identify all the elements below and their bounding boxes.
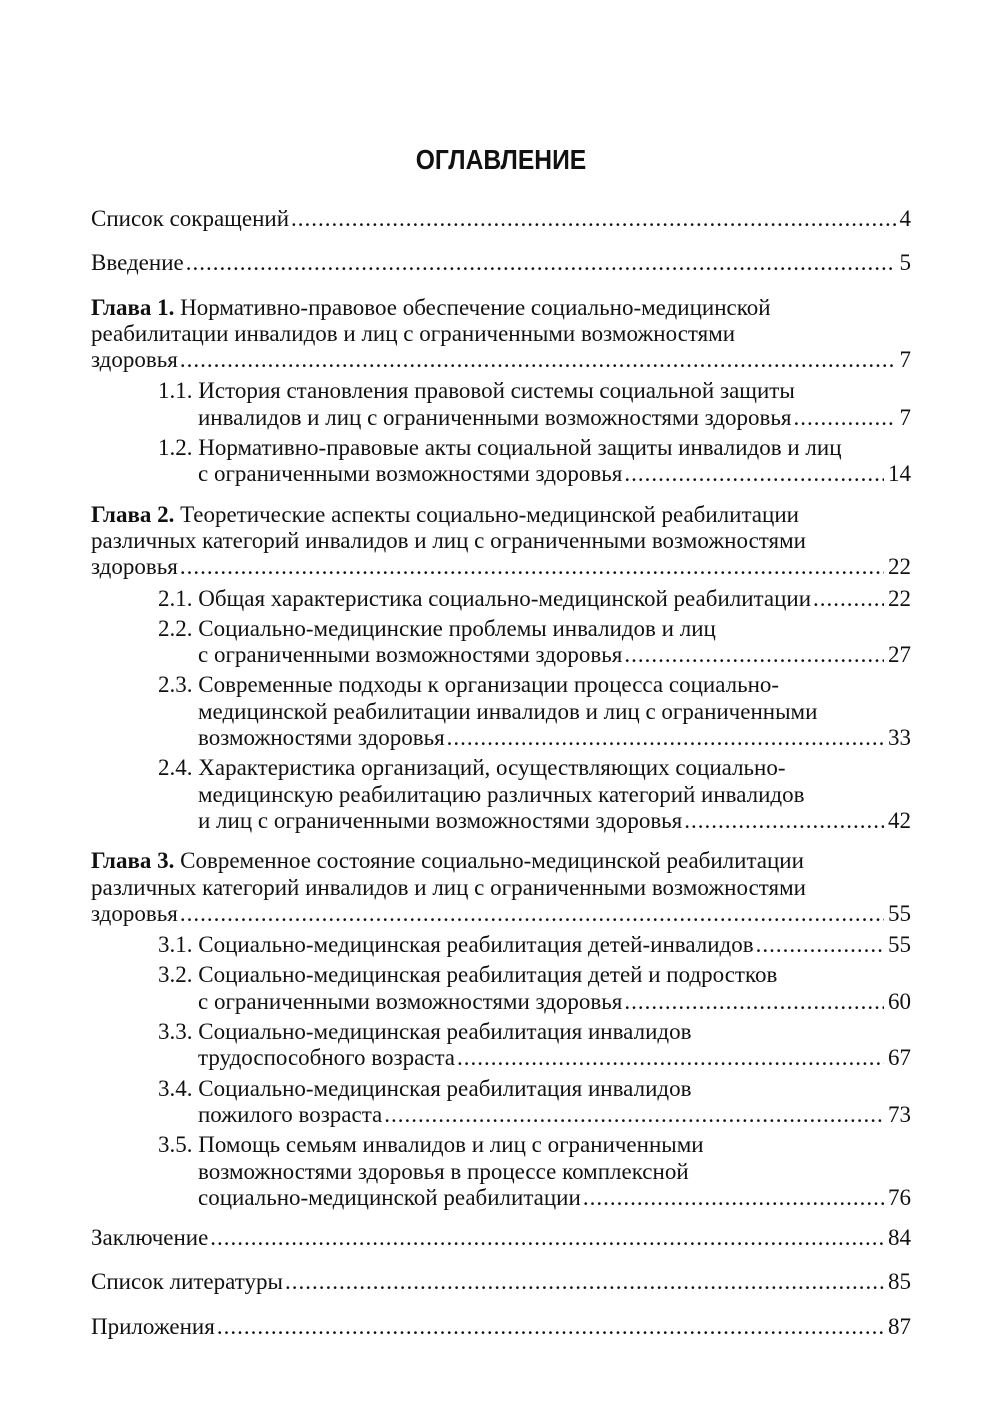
dot-leader (684, 808, 884, 834)
dot-leader (384, 1102, 884, 1128)
toc-entry-chapter-1[interactable] (91, 295, 911, 374)
section-title-line: Социально-медицинская реабилитация инвалидов (198, 1075, 692, 1101)
chapter-title-line: различных категорий инвалидов и лиц с ограниченными возможностями (91, 527, 806, 553)
section-number: 3.2. (158, 962, 193, 988)
page-number: 33 (888, 725, 911, 751)
chapter-label: Глава 3. (91, 848, 175, 874)
chapter-title-line: Теоретические аспекты социально-медицинской реабилитации (180, 501, 799, 527)
chapter-title-line: здоровья (91, 900, 178, 926)
page-number: 7 (899, 347, 911, 373)
toc-entry-chapter-2[interactable] (91, 502, 911, 581)
dot-leader (813, 586, 884, 612)
toc-entry-text: Заключение (91, 1225, 209, 1251)
page-number: 5 (899, 250, 911, 276)
section-number: 3.3. (158, 1019, 193, 1045)
page-number: 85 (888, 1269, 911, 1295)
dot-leader (457, 1045, 884, 1071)
page-number: 55 (888, 900, 911, 926)
dot-leader (624, 642, 884, 668)
section-number: 3.1. (158, 932, 193, 958)
section-title-line: и лиц с ограниченными возможностями здоровья (198, 807, 683, 833)
chapter-label: Глава 2. (91, 501, 175, 527)
section-title-line: Характеристика организаций, осуществляющих социально- (198, 755, 786, 781)
page-number: 87 (888, 1313, 911, 1339)
section-title-line: История становления правовой системы социальной защиты (198, 378, 795, 404)
page-number: 76 (888, 1184, 911, 1210)
toc-entry-section-2-4[interactable] (91, 755, 911, 834)
toc-entry-section-1-1[interactable] (91, 378, 911, 431)
toc-entry-section-3-1[interactable] (91, 932, 911, 958)
page-number: 84 (888, 1225, 911, 1251)
section-title-line: Социально-медицинская реабилитация детей и подростков (198, 962, 778, 988)
page-number: 73 (888, 1101, 911, 1127)
section-title-line: медицинской реабилитации инвалидов и лиц с ограниченными (198, 698, 818, 724)
dot-leader (583, 1185, 884, 1211)
page-number: 42 (888, 807, 911, 833)
section-number: 3.5. (158, 1132, 193, 1158)
dot-leader (756, 932, 884, 958)
page-number: 14 (888, 461, 911, 487)
toc-page (91, 140, 911, 1358)
toc-entry-conclusion[interactable] (91, 1225, 911, 1251)
chapter-title-line: Нормативно-правовое обеспечение социально-медицинской (180, 294, 771, 320)
toc-entry-text: Введение (91, 250, 184, 276)
section-title-line: Общая характеристика социально-медицинской реабилитации (198, 585, 812, 611)
section-title-line: Современные подходы к организации процесса социально- (198, 672, 780, 698)
toc-entry-abbreviations[interactable] (91, 206, 911, 232)
section-number: 2.4. (158, 755, 193, 781)
dot-leader (291, 206, 895, 232)
chapter-title-line: здоровья (91, 554, 178, 580)
page-number: 22 (888, 585, 911, 611)
section-title-line: возможностями здоровья в процессе комплексной (198, 1158, 689, 1184)
section-number: 3.4. (158, 1075, 193, 1101)
dot-leader (624, 461, 884, 487)
dot-leader (447, 725, 884, 751)
chapter-title-line: Современное состояние социально-медицинской реабилитации (180, 848, 804, 874)
chapter-title-line: реабилитации инвалидов и лиц с ограниченными возможностями (91, 320, 736, 346)
section-title-line: Помощь семьям инвалидов и лиц с ограниченными (198, 1132, 704, 1158)
dot-leader (793, 405, 895, 431)
page-title: ОГЛАВЛЕНИЕ (415, 144, 587, 175)
chapter-title-line: различных категорий инвалидов и лиц с ограниченными возможностями (91, 874, 806, 900)
section-number: 2.3. (158, 672, 193, 698)
section-title-line: социально-медицинской реабилитации (198, 1184, 581, 1210)
section-title-line: Социально-медицинская реабилитация детей-инвалидов (198, 932, 754, 958)
section-title-line: возможностями здоровья (198, 725, 445, 751)
section-title-line: Социально-медицинская реабилитация инвалидов (198, 1019, 692, 1045)
page-number: 60 (888, 988, 911, 1014)
toc-entry-section-3-5[interactable] (91, 1132, 911, 1211)
page-number: 22 (888, 554, 911, 580)
chapter-title-line: здоровья (91, 347, 178, 373)
toc-entry-section-2-3[interactable] (91, 672, 911, 751)
dot-leader (210, 1225, 884, 1251)
section-title-line: с ограниченными возможностями здоровья (198, 988, 623, 1014)
section-title-line: с ограниченными возможностями здоровья (198, 642, 623, 668)
toc-entry-section-3-2[interactable] (91, 962, 911, 1015)
toc-entry-section-3-3[interactable] (91, 1019, 911, 1072)
toc-entry-section-1-2[interactable] (91, 435, 911, 488)
page-number: 4 (899, 206, 911, 231)
toc-entry-chapter-3[interactable] (91, 848, 911, 927)
dot-leader (180, 901, 884, 927)
toc-entry-text: Список литературы (91, 1269, 283, 1295)
dot-leader (186, 250, 896, 276)
toc-entry-section-2-1[interactable] (91, 586, 911, 612)
page-number: 7 (899, 404, 911, 430)
section-number: 2.2. (158, 615, 193, 641)
dot-leader (180, 554, 884, 580)
section-title-line: инвалидов и лиц с ограниченными возможностями здоровья (198, 404, 792, 430)
page-number: 67 (888, 1045, 911, 1071)
page-number: 27 (888, 642, 911, 668)
toc-entry-text: Приложения (91, 1313, 215, 1339)
dot-leader (217, 1314, 884, 1340)
chapter-label: Глава 1. (91, 294, 175, 320)
dot-leader (180, 347, 896, 373)
section-number: 2.1. (158, 585, 193, 611)
toc-entry-section-3-4[interactable] (91, 1076, 911, 1129)
toc-entry-appendix[interactable] (91, 1314, 911, 1340)
dot-leader (285, 1269, 884, 1295)
section-title-line: с ограниченными возможностями здоровья (198, 461, 623, 487)
section-title-line: пожилого возраста (198, 1101, 383, 1127)
section-number: 1.1. (158, 378, 193, 404)
section-title-line: медицинскую реабилитацию различных категорий инвалидов (198, 781, 805, 807)
toc-entry-text: Список сокращений (91, 206, 290, 231)
toc-entry-references[interactable] (91, 1269, 911, 1295)
dot-leader (624, 989, 884, 1015)
section-title-line: Нормативно-правовые акты социальной защиты инвалидов и лиц (198, 435, 842, 461)
toc-entry-introduction[interactable] (91, 250, 911, 276)
section-number: 1.2. (158, 435, 193, 461)
section-title-line: Социально-медицинские проблемы инвалидов и лиц (198, 615, 716, 641)
section-title-line: трудоспособного возраста (198, 1045, 456, 1071)
page-number: 55 (888, 932, 911, 958)
toc-entry-section-2-2[interactable] (91, 616, 911, 669)
